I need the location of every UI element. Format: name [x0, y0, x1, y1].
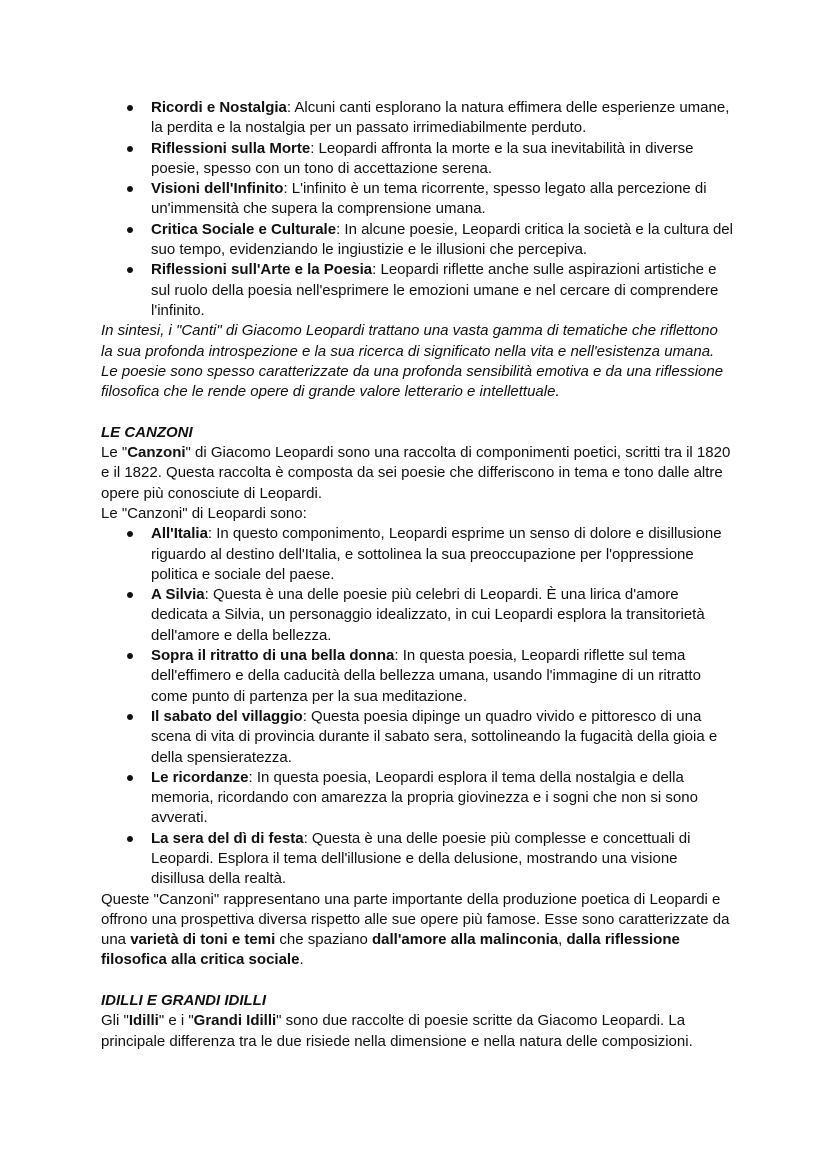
bold-span: Idilli [128, 1012, 159, 1030]
item-text: : Leopardi riflette anche sulle aspirazioni artistiche e sul ruolo della poesia nell'esprimere le emozioni umane e nel cercare di comprendere l'infinito. [151, 261, 719, 319]
item-title: Visioni dell'Infinito [151, 180, 284, 198]
text-span: " sono due raccolte di poesie scritte da Giacomo Leopardi. La principale differenza tra le due risiede nella dimensione e nella natura delle composizioni. [101, 1012, 693, 1050]
bullet-icon [127, 836, 133, 842]
list-item [101, 829, 733, 890]
text-span: Le " [101, 444, 128, 462]
bullet-icon [127, 775, 133, 781]
summary-paragraph: In sintesi, i "Canti" di Giacomo Leopardi trattano una vasta gamma di tematiche che riflettono la sua profonda introspezione e la sua ricerca di significato nella vita e nell'esistenza umana. Le poesie sono spesso caratterizzate da una profonda sensibilità emotiva e da una riflessione filosofica che le rende opere di grande valore letterario e intellettuale. [101, 322, 724, 401]
list-item [101, 260, 733, 321]
document-page [101, 98, 733, 1052]
item-title: Riflessioni sull'Arte e la Poesia [151, 261, 373, 279]
item-text: : Leopardi affronta la morte e la sua inevitabilità in diverse poesie, spesso con un tono di accettazione serena. [151, 139, 694, 177]
list-item [101, 139, 733, 180]
bullet-icon [127, 653, 133, 659]
canzoni-conclusion [101, 890, 733, 971]
list-item [101, 646, 733, 707]
item-title: All'Italia [151, 525, 208, 543]
item-text: : Questa è una delle poesie più celebri di Leopardi. È una lirica d'amore dedicata a Silvia, un personaggio idealizzato, in cui Leopardi esplora la transitorietà dell'amore e della bellezza. [151, 586, 705, 644]
item-title: Le ricordanze [151, 768, 249, 786]
list-item [101, 585, 733, 646]
item-text: : L'infinito è un tema ricorrente, spesso legato alla percezione di un'immensità che supera la comprensione umana. [151, 180, 707, 218]
bullet-icon [127, 227, 133, 233]
section-heading-idilli: IDILLI E GRANDI IDILLI [101, 992, 266, 1010]
item-text: : Questa è una delle poesie più complesse e concettuali di Leopardi. Esplora il tema dell'illusione e della delusione, mostrando una visione disillusa della realtà. [151, 829, 691, 888]
canzoni-list-intro: Le "Canzoni" di Leopardi sono: [101, 504, 307, 522]
item-text: : Questa poesia dipinge un quadro vivido e pittoresco di una scena di vita di provincia durante il sabato sera, sottolineando la fugacità della gioia e della spensieratezza. [151, 707, 718, 766]
item-title: Il sabato del villaggio [151, 707, 303, 725]
bold-span: Canzoni [127, 444, 186, 462]
list-item [101, 179, 733, 220]
item-text: : In questa poesia, Leopardi riflette sul tema dell'effimero e della caducità della bellezza umana, usando l'immagine di un ritratto come punto di partenza per la sua meditazione. [151, 647, 701, 705]
list-item [101, 524, 733, 585]
bullet-icon [127, 105, 133, 111]
text-span: , [558, 931, 567, 949]
list-item [101, 220, 733, 261]
section-heading-canzoni: LE CANZONI [101, 423, 193, 441]
bullet-icon [127, 267, 133, 273]
item-title: A Silvia [151, 586, 205, 604]
text-span: che spaziano [275, 931, 372, 949]
item-title: Sopra il ritratto di una bella donna [151, 647, 395, 665]
bold-span: dall'amore alla malinconia [371, 931, 559, 949]
item-title: Riflessioni sulla Morte [151, 139, 311, 157]
list-item [101, 768, 733, 829]
bullet-icon [127, 531, 133, 537]
bullet-icon [127, 592, 133, 598]
bullet-icon [127, 146, 133, 152]
item-title: La sera del dì di festa [151, 829, 304, 847]
themes-list [101, 98, 733, 321]
item-title: Critica Sociale e Culturale [151, 220, 337, 238]
bullet-icon [127, 186, 133, 192]
list-item [101, 707, 733, 768]
list-item [101, 98, 733, 139]
item-title: Ricordi e Nostalgia [151, 99, 287, 116]
text-span: Queste "Canzoni" rappresentano una parte importante della produzione poetica di Leopardi e offrono una prospettiva diversa rispetto alle sue opere più famose. Esse sono caratterizzate da una [101, 890, 730, 949]
item-text: : In alcune poesie, Leopardi critica la società e la cultura del suo tempo, evidenziando le ingiustizie e le illusioni che percepiva. [151, 220, 733, 259]
canzoni-intro [101, 443, 733, 504]
bold-span: varietà di toni e temi [130, 931, 276, 949]
item-text: : In questa poesia, Leopardi esplora il tema della nostalgia e della memoria, ricordando con amarezza la propria giovinezza e i sogni che non si sono avverati. [151, 768, 698, 827]
item-text: : In questo componimento, Leopardi esprime un senso di dolore e disillusione riguardo al destino dell'Italia, e sottolinea la sua preoccupazione per l'oppressione politica e sociale del paese. [151, 525, 722, 583]
text-span: . [299, 951, 304, 969]
bold-span: Grandi Idilli [193, 1012, 277, 1030]
bold-span: dalla riflessione filosofica alla critica sociale [101, 931, 680, 969]
text-span: " di Giacomo Leopardi sono una raccolta di componimenti poetici, scritti tra il 1820 e il 1822. Questa raccolta è composta da sei poesie che differiscono in tema e tono dalle altre opere più conosciute di Leopardi. [101, 444, 731, 502]
item-text: : Alcuni canti esplorano la natura effimera delle esperienze umane, la perdita e la nostalgia per un passato irrimediabilmente perduto. [151, 99, 730, 137]
text-span: " e i " [158, 1012, 194, 1030]
text-span: Gli " [101, 1012, 129, 1030]
bullet-icon [127, 714, 133, 720]
idilli-intro [101, 1011, 733, 1052]
canzoni-list [101, 524, 733, 889]
